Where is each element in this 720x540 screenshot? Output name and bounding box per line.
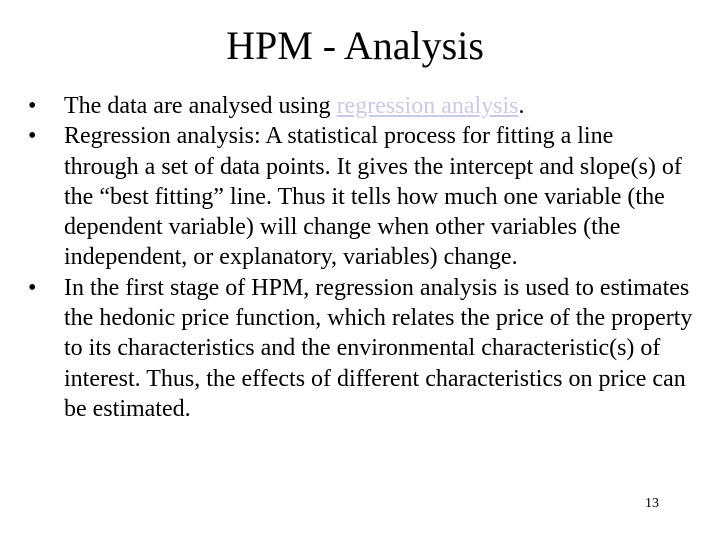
bullet-item-2 [28,121,693,272]
bullet-2-text: Regression analysis: A statistical process for fitting a line through a set of data points. It gives the intercept and slope(s) of the “best fitting” line. Thus it tells how much one variable (the dependent variable) will change when other variables (the independent, or explanatory, variables) change. [64,123,682,271]
page-number: 13 [645,496,659,511]
regression-analysis-link[interactable]: regression analysis [336,93,519,119]
bullet-list [28,91,693,424]
bullet-1-text-before: The data are analysed using [64,93,337,119]
slide-title: HPM - Analysis [226,23,484,68]
bullet-item-1 [28,91,693,121]
bullet-dot: • [28,93,37,119]
bullet-dot: • [28,274,37,301]
bullet-dot: • [28,123,37,150]
bullet-1-text-after: . [518,93,525,119]
bullet-item-3 [28,273,693,424]
bullet-3-text: In the first stage of HPM, regression analysis is used to estimates the hedonic price function, which relates the price of the property to its characteristics and the environmental characteristic(s) of interest. Thus, the effects of different characteristics on price can be estimated. [64,274,693,422]
